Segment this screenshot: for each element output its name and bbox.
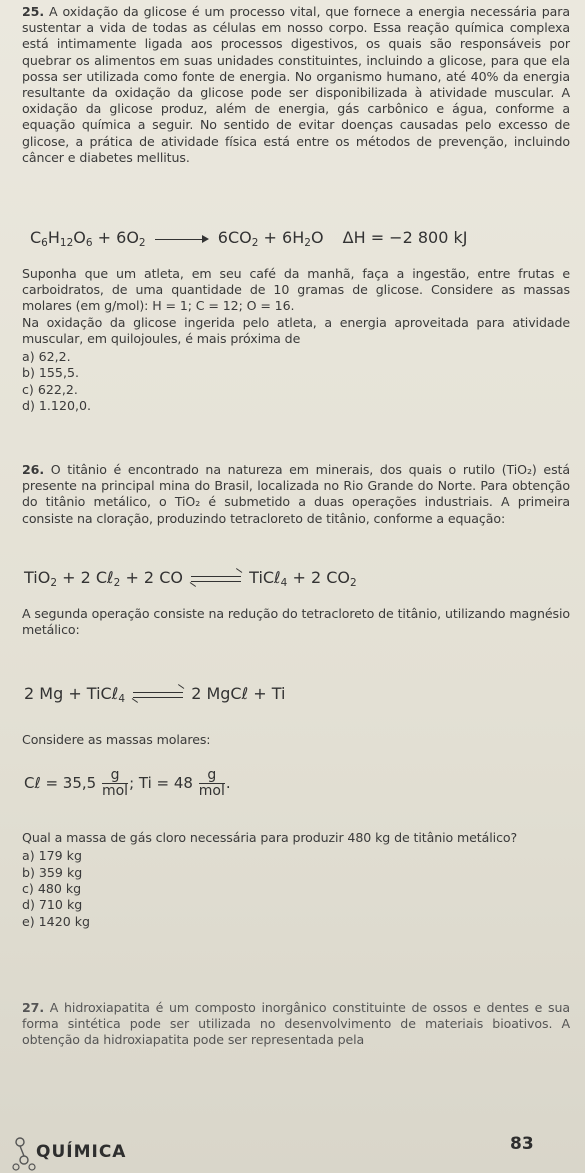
mass-cl: Cℓ = 35,5 (24, 774, 97, 792)
eq-sub: 4 (280, 577, 288, 589)
equilibrium-arrow-icon (191, 573, 241, 585)
q26-statement (22, 462, 570, 527)
footer-logo (12, 1136, 152, 1170)
q26-molar-masses (24, 768, 572, 799)
eq-sub: 2 (251, 237, 259, 249)
eq-part: 6H (282, 228, 305, 247)
q25-number: 25. (22, 4, 45, 19)
question-27 (22, 1000, 570, 1049)
q26-option-e[interactable]: e) 1420 kg (22, 913, 91, 929)
q26-number: 26. (22, 462, 45, 477)
q25-equation (30, 228, 578, 247)
eq-part: + (97, 228, 112, 247)
eq-part: 2 Mg + TiCℓ (24, 684, 119, 703)
mass-end: . (225, 774, 231, 792)
molecule-icon (12, 1136, 38, 1172)
eq-sub: 2 (50, 577, 58, 589)
eq-part: + 2 CO (292, 568, 350, 587)
eq-part: 2 MgCℓ + Ti (191, 684, 286, 703)
q26-equation-2 (24, 684, 572, 703)
eq-part: + 2 CO (125, 568, 183, 587)
eq-part: H (47, 228, 60, 247)
eq-part: + 2 Cℓ (62, 568, 114, 587)
q26-option-b[interactable]: b) 359 kg (22, 864, 83, 880)
q26-options (22, 848, 570, 930)
q26-text4: Qual a massa de gás cloro necessária para produzir 480 kg de titânio metálico? (22, 830, 518, 845)
eq-part: TiO (24, 568, 51, 587)
eq-part: O (73, 228, 86, 247)
eq-sub: 2 (138, 237, 146, 249)
eq-sub: 6 (85, 237, 93, 249)
q26-text3: Considere as massas molares: (22, 732, 211, 747)
enthalpy-value: ΔH = −2 800 kJ (342, 228, 468, 247)
equilibrium-arrow-icon (133, 689, 183, 701)
eq-part: 6CO (217, 228, 252, 247)
unit-den: mol (198, 783, 225, 799)
question-26 (22, 462, 570, 527)
footer-brand: QUÍMICA (36, 1142, 127, 1162)
q26-text2-block (22, 606, 570, 638)
unit-num: g (199, 768, 225, 784)
q27-number: 27. (22, 1000, 45, 1015)
q25-option-b[interactable]: b) 155,5. (22, 365, 79, 381)
unit-fraction (102, 768, 128, 799)
q26-option-d[interactable]: d) 710 kg (22, 897, 83, 913)
q26-text2: A segunda operação consiste na redução do tetracloreto de titânio, utilizando magnésio metálico: (22, 606, 570, 638)
eq-part: O (310, 228, 324, 247)
q25-text: A oxidação da glicose é um processo vital, que fornece a energia necessária para sustentar a vida de todas as células em nosso corpo. Essa reação química complexa está intimamente ligada aos processos digestivos, os quais são responsáveis por quebrar os alimentos em suas unidades constituintes, incluindo a glicose, para que ela possa ser utilizada como fonte de energia. No organismo humano, até 40% da energia resultante da oxidação da glicose pode ser disponibilizada à atividade muscular. A oxidação da glicose produz, além de energia, gás carbônico e água, conforme a equação química a seguir. No sentido de evitar doenças causadas pelo excesso de glicose, a prática de atividade física está entre os métodos de prevenção, incluindo câncer e diabetes mellitus. (22, 4, 570, 165)
eq-sub: 6 (41, 237, 48, 249)
q27-text: A hidroxiapatita é um composto inorgânico constituinte de ossos e dentes e sua forma sintética pode ser utilizada no desenvolvimento de materiais bioativos. A obtenção da hidroxiapatita pode ser representada pela (22, 1000, 571, 1048)
eq-sub: 2 (304, 237, 311, 249)
eq-part: TiCℓ (249, 568, 281, 587)
eq-sub: 12 (59, 237, 74, 249)
mass-ti: ; Ti = 48 (129, 774, 193, 792)
eq-sub: 2 (113, 577, 121, 589)
unit-fraction (199, 768, 225, 799)
q25-statement (22, 4, 570, 166)
q25-text3: Na oxidação da glicose ingerida pelo atleta, a energia aproveitada para atividade muscular, em quilojoules, é mais próxima de (22, 314, 570, 346)
q26-question-block (22, 830, 570, 930)
unit-num: g (102, 768, 128, 784)
q26-option-c[interactable]: c) 480 kg (22, 881, 82, 897)
q25-option-a[interactable]: a) 62,2. (22, 349, 71, 365)
q26-option-a[interactable]: a) 179 kg (22, 848, 82, 864)
q27-statement (22, 1000, 570, 1049)
q25-option-d[interactable]: d) 1.120,0. (22, 398, 91, 414)
eq-part: + (263, 228, 277, 247)
q25-option-c[interactable]: c) 622,2. (22, 381, 78, 397)
q25-options (22, 349, 570, 415)
q26-equation-1 (24, 568, 572, 587)
eq-sub: 2 (349, 577, 357, 589)
q25-continuation (22, 266, 570, 415)
unit-den: mol (101, 783, 129, 799)
eq-sub: 4 (118, 693, 125, 705)
eq-part: 6O (116, 228, 139, 247)
q25-text2: Suponha que um atleta, em seu café da manhã, faça a ingestão, entre frutas e carboidratos, de uma quantidade de 10 gramas de glicose. Considere as massas molares (em g/mol): H = 1; C = 12; O = 16. (22, 266, 570, 314)
q26-text: O titânio é encontrado na natureza em minerais, dos quais o rutilo (TiO₂) está presente na principal mina do Brasil, localizada no Rio Grande do Norte. Para obtenção do titânio metálico, o TiO₂ é submetido a duas operações industriais. A primeira consiste na cloração, produzindo tetracloreto de titânio, conforme a equação: (22, 462, 570, 526)
reaction-arrow-icon (155, 233, 209, 245)
page-number: 83 (510, 1134, 534, 1154)
question-25 (22, 4, 570, 166)
q26-text3-block (22, 732, 570, 748)
eq-part: C (30, 228, 42, 247)
